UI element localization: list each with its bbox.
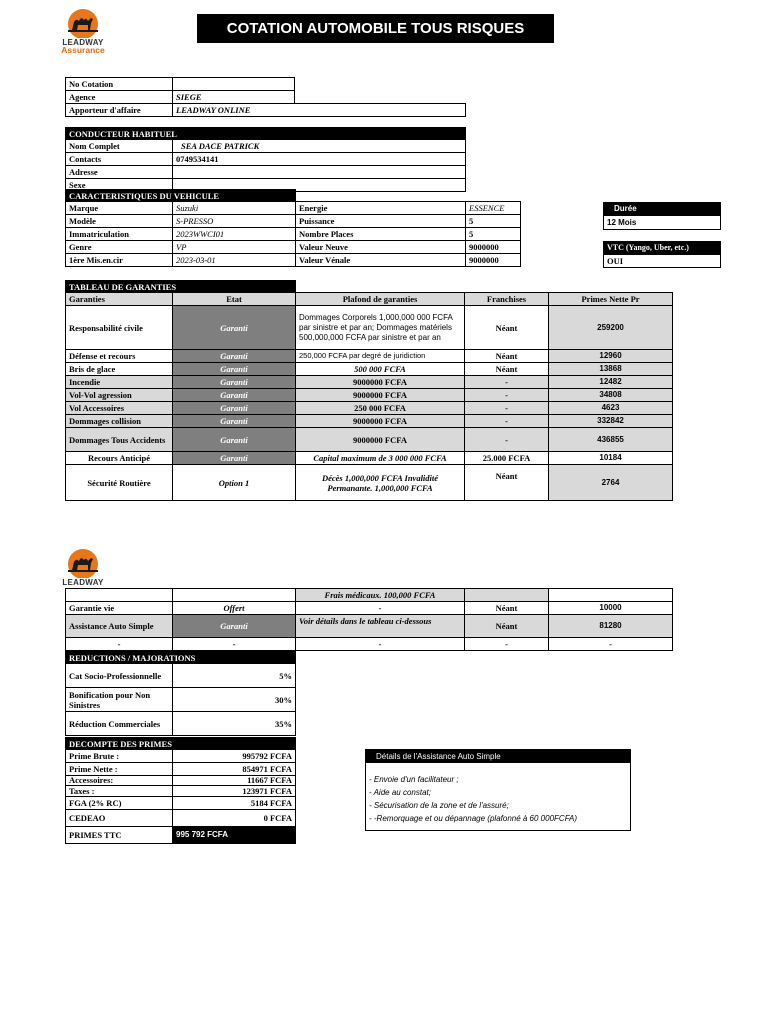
garantie-prime: 10184 xyxy=(549,452,673,465)
table-row xyxy=(66,389,673,402)
reduction-value: 30% xyxy=(173,688,296,712)
garantie-name: Incendie xyxy=(66,376,173,389)
garantie-etat: Garanti xyxy=(173,389,296,402)
driver-label: Adresse xyxy=(66,166,173,179)
garantie-etat: Option 1 xyxy=(173,465,296,501)
decompte-header: DECOMPTE DES PRIMES xyxy=(66,738,296,750)
garantie-franchise: Néant xyxy=(465,602,549,615)
vehicle-label: Puissance xyxy=(296,215,466,228)
garantie-etat: - xyxy=(173,638,296,651)
garantie-franchise: Néant xyxy=(465,615,549,638)
garantie-prime: 12482 xyxy=(549,376,673,389)
assistance-line: - Aide au constat; xyxy=(369,788,431,797)
garantie-prime: 4623 xyxy=(549,402,673,415)
garantie-plafond: 250 000 FCFA xyxy=(296,402,465,415)
vehicle-label: Valeur Vénale xyxy=(296,254,466,267)
garantie-name: Recours Anticipé xyxy=(66,452,173,465)
duree-value: 12 Mois xyxy=(604,216,721,230)
vehicle-value: Suzuki xyxy=(173,202,296,215)
garantie-plafond: Dommages Corporels 1,000,000 000 FCFA par sinistre et par an; Dommages matériels 500,000,000 FCFA par sinistre et par an xyxy=(296,306,465,350)
vehicle-value: VP xyxy=(173,241,296,254)
garantie-franchise: - xyxy=(465,389,549,402)
col-header-garanties: Garanties xyxy=(66,293,173,306)
vehicle-table xyxy=(65,189,521,267)
decompte-value: 995792 FCFA xyxy=(173,750,296,763)
logo-line1: LEADWAY xyxy=(62,578,104,587)
garantie-plafond: 9000000 FCFA xyxy=(296,428,465,452)
driver-value: SEA DACE PATRICK xyxy=(173,140,466,153)
camel-logo-icon xyxy=(63,548,103,578)
info-label: No Cotation xyxy=(66,78,173,91)
info-value: SIEGE xyxy=(173,91,295,104)
garantie-franchise: - xyxy=(465,428,549,452)
garantie-franchise: - xyxy=(465,415,549,428)
vehicle-value: 2023WWCI01 xyxy=(173,228,296,241)
garantie-etat: Garanti xyxy=(173,402,296,415)
driver-label: Nom Complet xyxy=(66,140,173,153)
vehicle-value: 2023-03-01 xyxy=(173,254,296,267)
garantie-plafond: 9000000 FCFA xyxy=(296,389,465,402)
driver-value xyxy=(173,166,466,179)
col-header-etat: Etat xyxy=(173,293,296,306)
vehicle-value: 9000000 xyxy=(466,241,521,254)
garantie-franchise: Néant xyxy=(465,465,549,501)
garantie-plafond: 250,000 FCFA par degré de juridiction xyxy=(296,350,465,363)
duree-table xyxy=(603,202,721,230)
decompte-value: 854971 FCFA xyxy=(173,763,296,776)
garantie-prime: 10000 xyxy=(549,602,673,615)
vehicle-value: 9000000 xyxy=(466,254,521,267)
garantie-etat: Garanti xyxy=(173,415,296,428)
vtc-table xyxy=(603,241,721,268)
frais-medicaux: Frais médicaux. 100,000 FCFA xyxy=(296,589,465,602)
garantie-plafond: 9000000 FCFA xyxy=(296,376,465,389)
garantie-franchise: - xyxy=(465,376,549,389)
table-row xyxy=(66,452,673,465)
vehicle-label: Genre xyxy=(66,241,173,254)
decompte-label: CEDEAO xyxy=(66,810,173,827)
garantie-plafond: Décès 1,000,000 FCFA Invalidité Permanante. 1,000,000 FCFA xyxy=(296,465,465,501)
duree-header: Durée xyxy=(604,203,721,216)
garantie-name: - xyxy=(66,638,173,651)
garantie-franchise: - xyxy=(465,638,549,651)
garantie-plafond: 500 000 FCFA xyxy=(296,363,465,376)
garantie-franchise: 25.000 FCFA xyxy=(465,452,549,465)
vtc-header: VTC (Yango, Uber, etc.) xyxy=(604,242,721,255)
decompte-label: Taxes : xyxy=(66,786,173,797)
garantie-plafond: - xyxy=(296,638,465,651)
assistance-line: - -Remorquage et ou dépannage (plafonné à 60 000FCFA) xyxy=(369,814,577,823)
garantie-prime: 13868 xyxy=(549,363,673,376)
vehicle-label: Energie xyxy=(296,202,466,215)
garanties-table-2 xyxy=(65,588,673,651)
leadway-logo xyxy=(58,8,108,58)
garanties-header: TABLEAU DE GARANTIES xyxy=(66,281,296,293)
garantie-prime: 332842 xyxy=(549,415,673,428)
garantie-franchise: Néant xyxy=(465,350,549,363)
page-title: COTATION AUTOMOBILE TOUS RISQUES xyxy=(197,14,554,43)
col-header-franchises: Franchises xyxy=(465,293,549,306)
driver-label: Sexe xyxy=(66,179,173,192)
primes-ttc-value: 995 792 FCFA xyxy=(173,827,296,844)
info-label: Apporteur d'affaire xyxy=(66,104,173,117)
garantie-name: Responsabilité civile xyxy=(66,306,173,350)
garantie-prime: - xyxy=(549,638,673,651)
garantie-etat: Garanti xyxy=(173,350,296,363)
garantie-name: Sécurité Routière xyxy=(66,465,173,501)
vtc-value: OUI xyxy=(604,255,721,268)
garanties-table xyxy=(65,280,673,501)
table-row xyxy=(66,402,673,415)
logo-line2: Assurance xyxy=(61,45,105,55)
info-value: LEADWAY ONLINE xyxy=(173,104,466,117)
table-row xyxy=(66,638,673,651)
garantie-etat: Garanti xyxy=(173,615,296,638)
reduction-value: 35% xyxy=(173,712,296,736)
garantie-plafond: - xyxy=(296,602,465,615)
garantie-etat: Offert xyxy=(173,602,296,615)
col-header-plafond: Plafond de garanties xyxy=(296,293,465,306)
driver-value: 0749534141 xyxy=(173,153,466,166)
table-row xyxy=(66,615,673,638)
decompte-value: 0 FCFA xyxy=(173,810,296,827)
table-row xyxy=(66,465,673,501)
vehicle-label: Modèle xyxy=(66,215,173,228)
garantie-prime: 12960 xyxy=(549,350,673,363)
vehicle-value: 5 xyxy=(466,215,521,228)
table-row xyxy=(66,350,673,363)
vehicle-value: S-PRESSO xyxy=(173,215,296,228)
info-table xyxy=(65,77,466,117)
decompte-value: 11667 FCFA xyxy=(173,776,296,786)
garantie-name: Garantie vie xyxy=(66,602,173,615)
assistance-line: - Envoie d'un facilitateur ; xyxy=(369,775,459,784)
vehicle-label: 1ère Mis.en.cir xyxy=(66,254,173,267)
garantie-name: Bris de glace xyxy=(66,363,173,376)
reduction-value: 5% xyxy=(173,664,296,688)
decompte-value: 123971 FCFA xyxy=(173,786,296,797)
garantie-name: Assistance Auto Simple xyxy=(66,615,173,638)
table-row xyxy=(66,602,673,615)
vehicle-header: CARACTERISTIQUES DU VEHICULE xyxy=(66,190,296,202)
driver-label: Contacts xyxy=(66,153,173,166)
assistance-header: Détails de l'Assistance Auto Simple xyxy=(366,750,630,763)
garantie-plafond: Voir détails dans le tableau ci-dessous xyxy=(296,615,465,638)
decompte-value: 5184 FCFA xyxy=(173,797,296,810)
garantie-franchise: Néant xyxy=(465,363,549,376)
vehicle-label: Marque xyxy=(66,202,173,215)
decompte-label: FGA (2% RC) xyxy=(66,797,173,810)
vehicle-label: Valeur Neuve xyxy=(296,241,466,254)
logo-line1: LEADWAY xyxy=(62,38,104,47)
garantie-name: Dommages Tous Accidents xyxy=(66,428,173,452)
garantie-name: Dommages collision xyxy=(66,415,173,428)
garantie-prime: 259200 xyxy=(549,306,673,350)
decompte-label: Prime Nette : xyxy=(66,763,173,776)
vehicle-label: Nombre Places xyxy=(296,228,466,241)
garantie-etat: Garanti xyxy=(173,452,296,465)
assistance-line: - Sécurisation de la zone et de l'assuré; xyxy=(369,801,509,810)
garantie-name: Vol-Vol agression xyxy=(66,389,173,402)
driver-table xyxy=(65,127,466,192)
col-header-primes: Primes Nette Pr xyxy=(549,293,673,306)
camel-logo-icon xyxy=(61,8,105,38)
table-row xyxy=(66,363,673,376)
garantie-prime: 81280 xyxy=(549,615,673,638)
reductions-table xyxy=(65,651,296,736)
table-row xyxy=(66,306,673,350)
garantie-prime: 2764 xyxy=(549,465,673,501)
vehicle-label: Immatriculation xyxy=(66,228,173,241)
primes-ttc-label: PRIMES TTC xyxy=(66,827,173,844)
decompte-table xyxy=(65,737,296,844)
garantie-etat: Garanti xyxy=(173,363,296,376)
reductions-header: REDUCTIONS / MAJORATIONS xyxy=(66,652,296,664)
reduction-label: Réduction Commerciales xyxy=(66,712,173,736)
garantie-prime: 436855 xyxy=(549,428,673,452)
info-value xyxy=(173,78,295,91)
reduction-label: Cat Socio-Professionnelle xyxy=(66,664,173,688)
garantie-etat: Garanti xyxy=(173,306,296,350)
info-label: Agence xyxy=(66,91,173,104)
garantie-plafond: Capital maximum de 3 000 000 FCFA xyxy=(296,452,465,465)
decompte-label: Prime Brute : xyxy=(66,750,173,763)
table-row xyxy=(66,376,673,389)
table-row xyxy=(66,428,673,452)
assistance-details-box xyxy=(365,749,631,831)
vehicle-value: ESSENCE xyxy=(466,202,521,215)
garantie-plafond: 9000000 FCFA xyxy=(296,415,465,428)
garantie-etat: Garanti xyxy=(173,376,296,389)
leadway-logo-2 xyxy=(58,548,108,588)
decompte-label: Accessoires: xyxy=(66,776,173,786)
garantie-prime: 34808 xyxy=(549,389,673,402)
garantie-name: Vol Accessoires xyxy=(66,402,173,415)
garantie-franchise: - xyxy=(465,402,549,415)
garantie-etat: Garanti xyxy=(173,428,296,452)
driver-header: CONDUCTEUR HABITUEL xyxy=(66,128,466,140)
reduction-label: Bonification pour Non Sinistres xyxy=(66,688,173,712)
vehicle-value: 5 xyxy=(466,228,521,241)
table-row xyxy=(66,415,673,428)
garantie-franchise: Néant xyxy=(465,306,549,350)
garantie-name: Défense et recours xyxy=(66,350,173,363)
